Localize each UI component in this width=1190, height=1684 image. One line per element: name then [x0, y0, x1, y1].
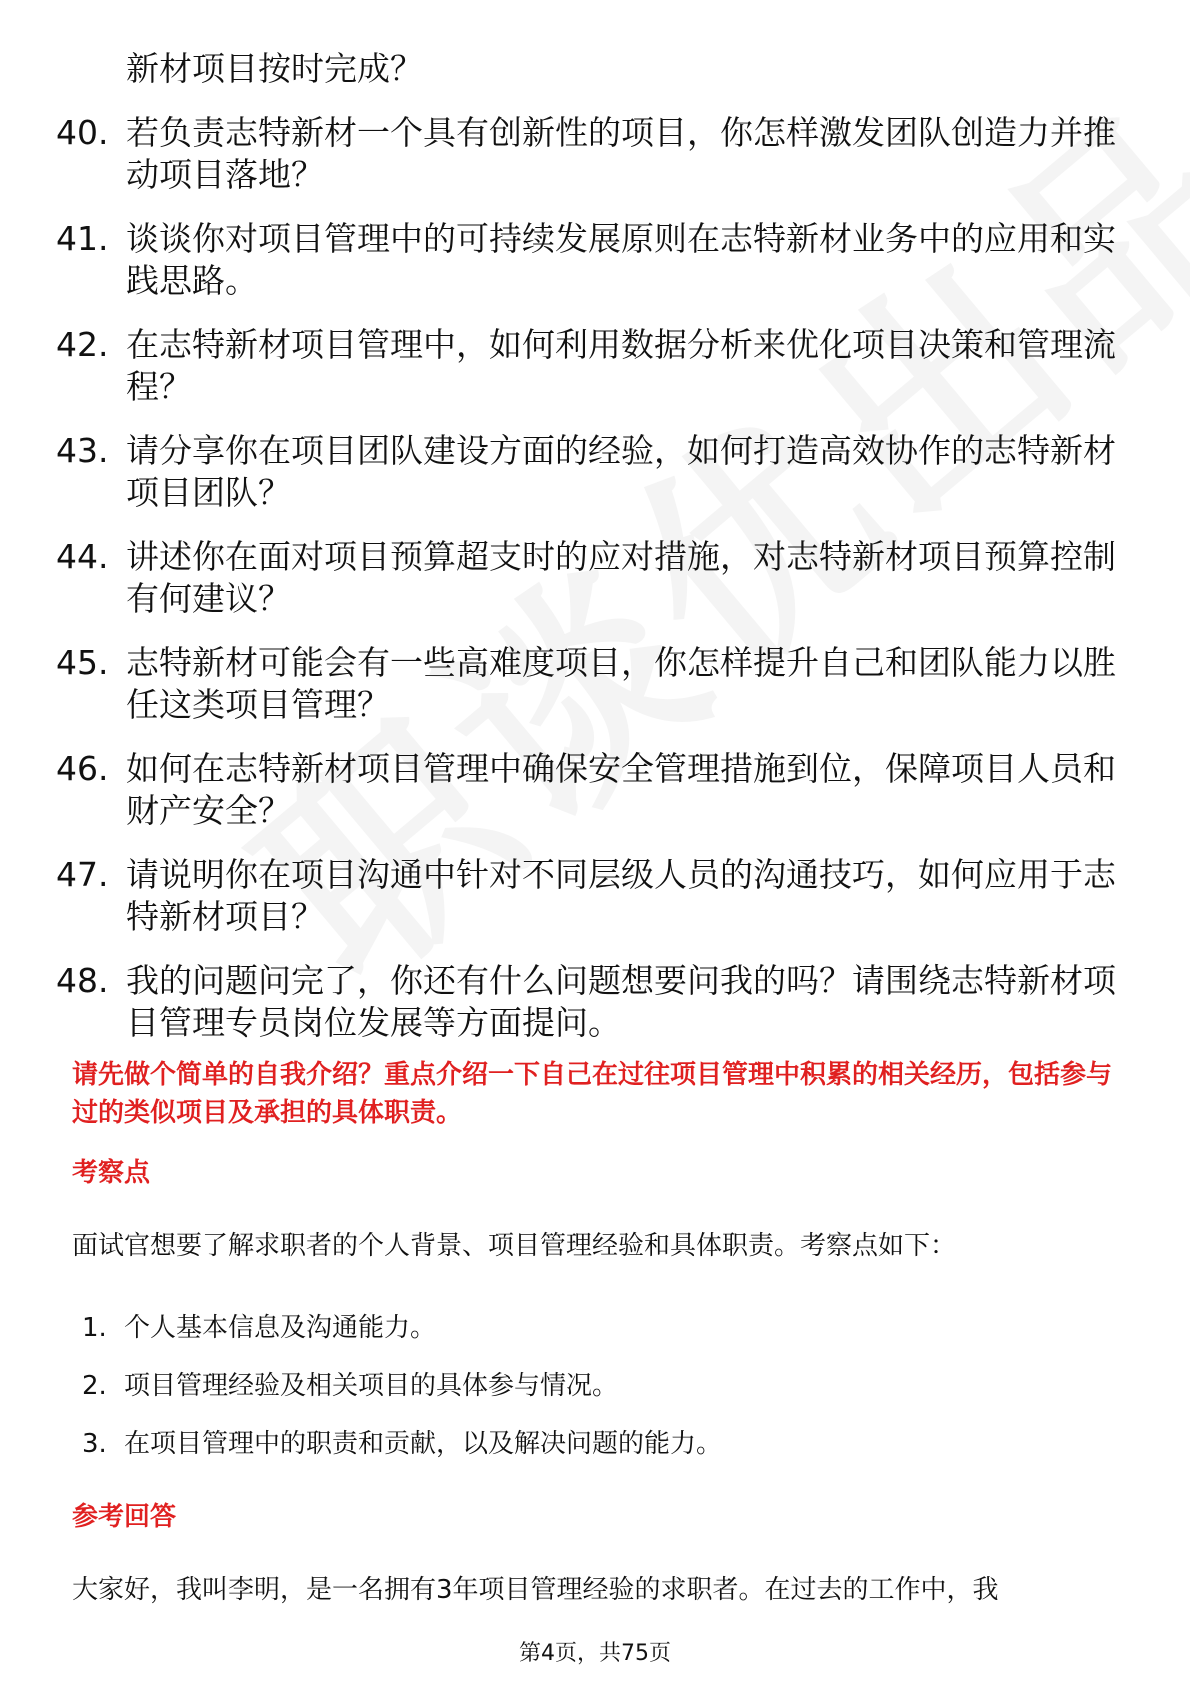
question-text: 如何在志特新材项目管理中确保安全管理措施到位，保障项目人员和财产安全？ — [126, 749, 1116, 830]
question-text: 在志特新材项目管理中，如何利用数据分析来优化项目决策和管理流程？ — [126, 325, 1116, 406]
question-item — [56, 854, 1126, 938]
question-text: 我的问题问完了，你还有什么问题想要问我的吗？请围绕志特新材项目管理专员岗位发展等方面提问。 — [126, 961, 1116, 1042]
question-item — [56, 218, 1126, 302]
list-item — [82, 1368, 1082, 1404]
question-text: 志特新材可能会有一些高难度项目，你怎样提升自己和团队能力以胜任这类项目管理？ — [126, 643, 1116, 724]
answer-text: 大家好，我叫李明，是一名拥有3年项目管理经验的求职者。在过去的工作中，我 — [72, 1575, 999, 1605]
question-number: 48. — [56, 961, 109, 1000]
page-footer: 第4页，共75页 — [519, 1641, 671, 1666]
list-item-number: 3. — [82, 1429, 107, 1459]
question-item — [56, 324, 1126, 408]
question-text: 若负责志特新材一个具有创新性的项目，你怎样激发团队创造力并推动项目落地？ — [126, 113, 1116, 194]
question-number: 43. — [56, 431, 109, 470]
question-number: 46. — [56, 749, 109, 788]
question-number: 44. — [56, 537, 109, 576]
question-number: 42. — [56, 325, 109, 364]
question-item — [56, 642, 1126, 726]
question-number: 45. — [56, 643, 109, 682]
question-item — [56, 430, 1126, 514]
list-item — [82, 1310, 1082, 1346]
list-item-text: 个人基本信息及沟通能力。 — [124, 1313, 437, 1343]
list-item-number: 2. — [82, 1371, 107, 1401]
question-text: 谈谈你对项目管理中的可持续发展原则在志特新材业务中的应用和实践思路。 — [126, 219, 1116, 300]
focus-heading: 考察点 — [72, 1158, 151, 1188]
question-number: 40. — [56, 113, 109, 152]
question-item — [56, 536, 1126, 620]
list-item-text: 项目管理经验及相关项目的具体参与情况。 — [124, 1371, 619, 1401]
question-number: 41. — [56, 219, 109, 258]
focus-intro: 面试官想要了解求职者的个人背景、项目管理经验和具体职责。考察点如下： — [72, 1231, 957, 1261]
list-item — [82, 1426, 1082, 1462]
section-question-heading: 请先做个简单的自我介绍？重点介绍一下自己在过往项目管理中积累的相关经历，包括参与过的类似项目及承担的具体职责。 — [72, 1060, 1113, 1128]
question-item — [56, 748, 1126, 832]
question-number: 47. — [56, 855, 109, 894]
focus-points-list — [82, 1310, 1082, 1484]
list-item-text: 在项目管理中的职责和贡献，以及解决问题的能力。 — [124, 1429, 723, 1459]
question-continued: 新材项目按时完成？ — [126, 49, 423, 88]
question-list — [56, 48, 1126, 1066]
question-text: 请分享你在项目团队建设方面的经验，如何打造高效协作的志特新材项目团队？ — [126, 431, 1116, 512]
list-item-number: 1. — [82, 1313, 107, 1343]
question-item — [56, 960, 1126, 1044]
question-text: 请说明你在项目沟通中针对不同层级人员的沟通技巧，如何应用于志特新材项目？ — [126, 855, 1116, 936]
answer-heading: 参考回答 — [72, 1502, 177, 1532]
question-text: 讲述你在面对项目预算超支时的应对措施，对志特新材项目预算控制有何建议？ — [126, 537, 1116, 618]
question-item — [56, 112, 1126, 196]
